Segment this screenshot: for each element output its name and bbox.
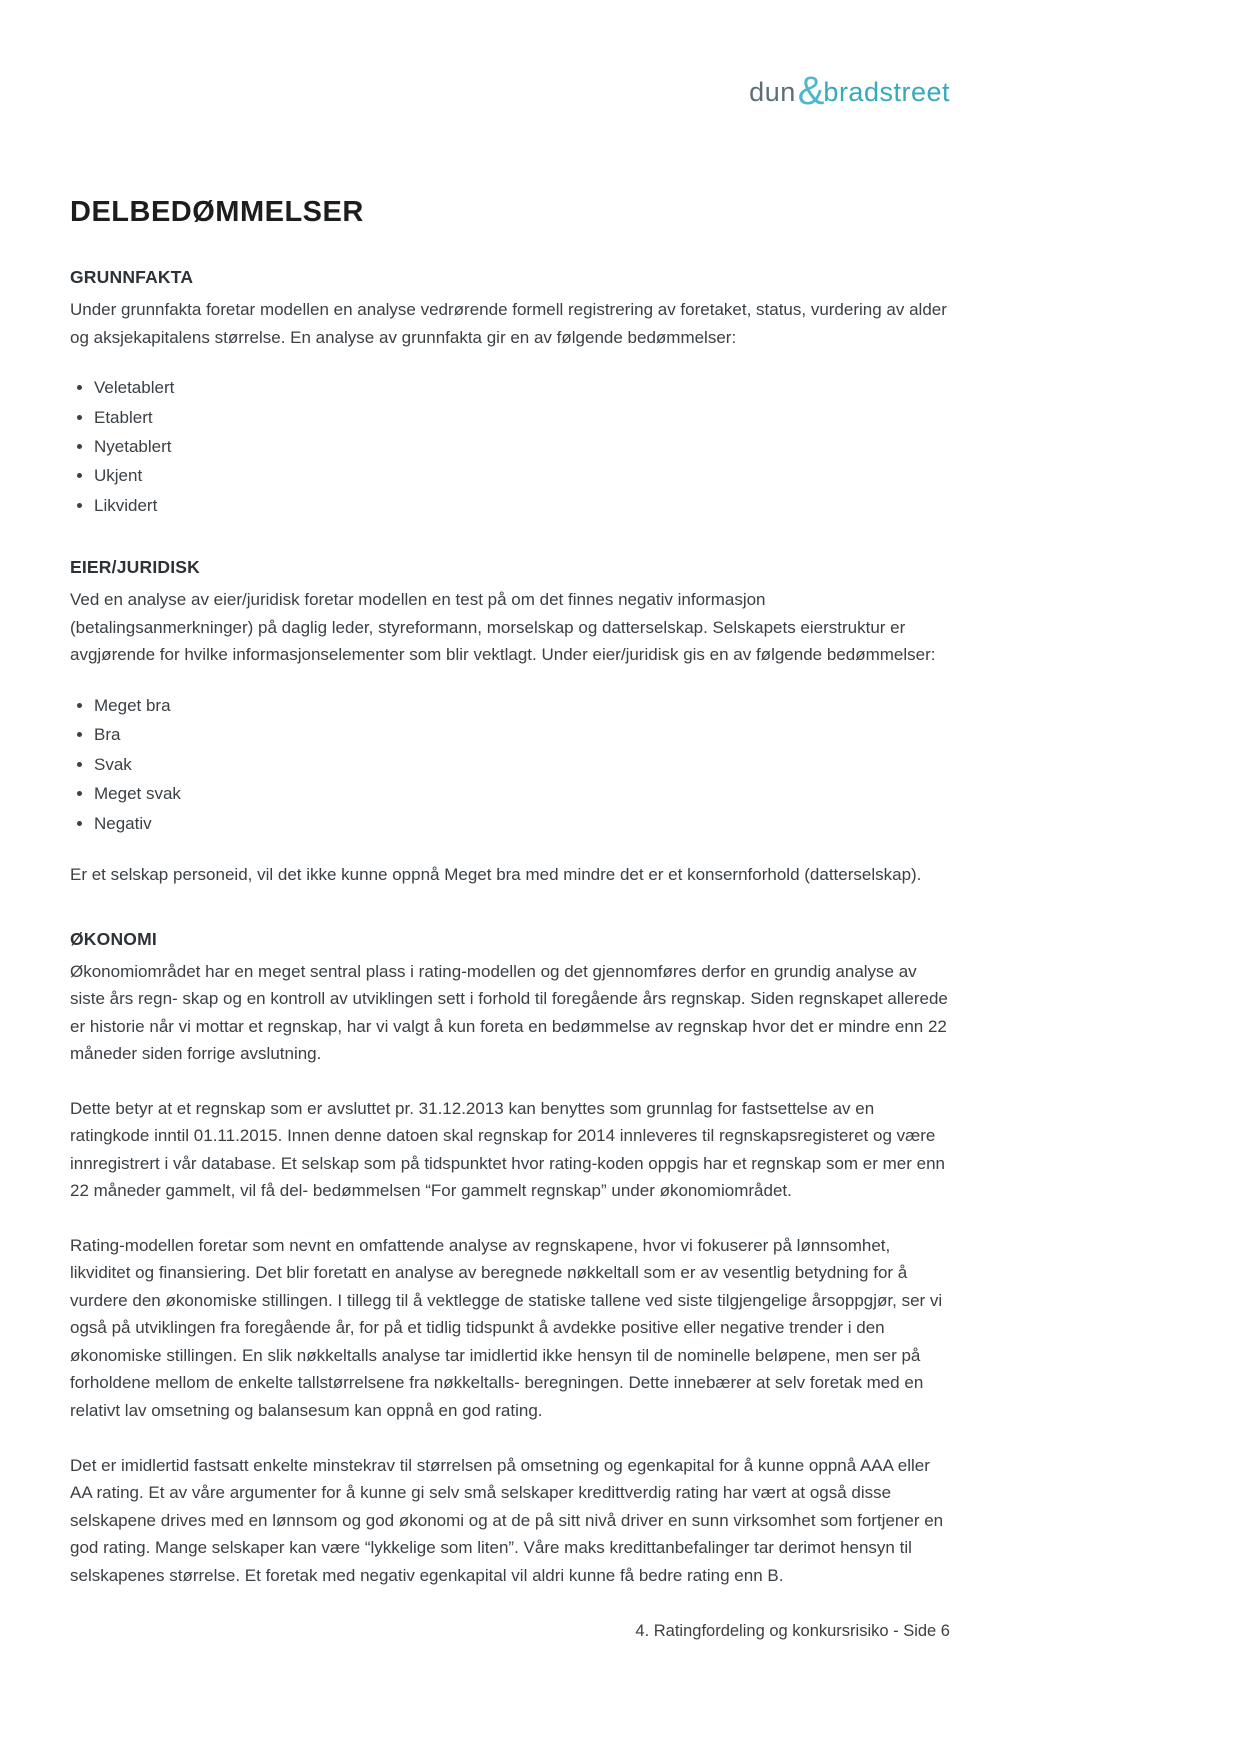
- list-item: • Meget bra: [94, 695, 950, 717]
- section-heading-okonomi: ØKONOMI: [70, 928, 157, 949]
- section-intro-eier-juridisk: Ved en analyse av eier/juridisk foretar modellen en test på om det finnes negativ informasjon (betalingsanmerkninger) på daglig leder, styreformann, morselskap og datterselskap. Selskapets eierstruktur er avgjørende for hvilke informasjonselementer som blir vektlagt. Under eier/juridisk gis en av følgende bedømmelser:: [70, 590, 936, 665]
- list-item: • Bra: [94, 724, 950, 746]
- list-item: • Etablert: [94, 407, 950, 429]
- section-heading-eier-juridisk: EIER/JURIDISK: [70, 557, 200, 578]
- section-okonomi: [70, 929, 950, 1590]
- list-item: • Meget svak: [94, 783, 950, 805]
- okonomi-paragraph-3: Rating-modellen foretar som nevnt en omfattende analyse av regnskapene, hvor vi fokuserer på lønnsomhet, likviditet og finansiering. Det blir foretatt en analyse av beregnede nøkkeltall som er av vesentlig betydning for å vurdere den økonomiske stillingen. I tillegg til å vektlegge de statiske tallene ved siste tilgjengelige årsoppgjør, ser vi også på utviklingen fra foregående år, for på et tidlig tidspunkt å avdekke positive eller negative trender i den økonomiske stillingen. En slik nøkkeltalls analyse tar imidlertid ikke hensyn til de nominelle beløpene, men ser på forholdene mellom de enkelte tallstørrelsene fra nøkkeltalls- beregningen. Dette innebærer at selv foretak med en relativt lav omsetning og balansesum kan oppnå en god rating.: [70, 1235, 943, 1420]
- bullet-list-grunnfakta: [70, 377, 950, 517]
- list-item: • Nyetablert: [94, 436, 950, 458]
- section-grunnfakta: [70, 267, 950, 517]
- logo-text-dun: dun: [749, 77, 796, 107]
- list-item: • Likvidert: [94, 495, 950, 517]
- okonomi-paragraph-2: Dette betyr at et regnskap som er avsluttet pr. 31.12.2013 kan benyttes som grunnlag for fastsettelse av en ratingkode inntil 01.11.2015. Innen denne datoen skal regnskap for 2014 innleveres til regnskapsregisteret og være innregistrert i vår database. Et selskap som på tidspunktet hvor rating-koden oppgis har et regnskap som er mer enn 22 måneder gammelt, vil få del- bedømmelsen “For gammelt regnskap” under økonomiområdet.: [70, 1098, 946, 1201]
- list-item: • Ukjent: [94, 465, 950, 487]
- okonomi-paragraph-1: Økonomiområdet har en meget sentral plass i rating-modellen og det gjennomføres derfor en grundig analyse av siste års regn- skap og en kontroll av utviklingen sett i forhold til foregående års regnskap. Siden regnskapet allerede er historie når vi mottar et regnskap, har vi valgt å kun foreta en bedømmelse av regnskap hvor det er mindre enn 22 måneder siden forrige avslutning.: [70, 961, 948, 1064]
- page-footer: 4. Ratingfordeling og konkursrisiko - Side 6: [635, 1622, 950, 1640]
- bullet-list-eier-juridisk: [70, 695, 950, 835]
- okonomi-paragraph-4: Det er imidlertid fastsatt enkelte minstekrav til størrelsen på omsetning og egenkapital for å kunne oppnå AAA eller AA rating. Et av våre argumenter for å kunne gi selv små selskaper kredittverdig rating har vært at også disse selskapene drives med en lønnsom og god økonomi og at de på sitt nivå driver en sunn virksomhet som fortjener en god rating. Mange selskaper kan være “lykkelige som liten”. Våre maks kredittanbefalinger tar derimot hensyn til selskapenes størrelse. Et foretak med negativ egenkapital vil aldri kunne få bedre rating enn B.: [70, 1455, 944, 1585]
- logo-ampersand-icon: &: [797, 69, 825, 113]
- section-eier-juridisk: [70, 557, 950, 888]
- section-intro-grunnfakta: Under grunnfakta foretar modellen en analyse vedrørende formell registrering av foretaket, status, vurdering av alder og aksjekapitalens størrelse. En analyse av grunnfakta gir en av følgende bedømmelser:: [70, 300, 947, 347]
- section-heading-grunnfakta: GRUNNFAKTA: [70, 267, 194, 287]
- list-item: • Svak: [94, 754, 950, 776]
- dun-bradstreet-logo: [70, 69, 950, 113]
- list-item: • Negativ: [94, 813, 950, 835]
- page-title: DELBEDØMMELSER: [70, 196, 364, 228]
- section-note-eier-juridisk: Er et selskap personeid, vil det ikke kunne oppnå Meget bra med mindre det er et konsernforhold (datterselskap).: [70, 865, 922, 885]
- list-item: • Veletablert: [94, 377, 950, 399]
- logo-text-bradstreet: bradstreet: [823, 77, 950, 107]
